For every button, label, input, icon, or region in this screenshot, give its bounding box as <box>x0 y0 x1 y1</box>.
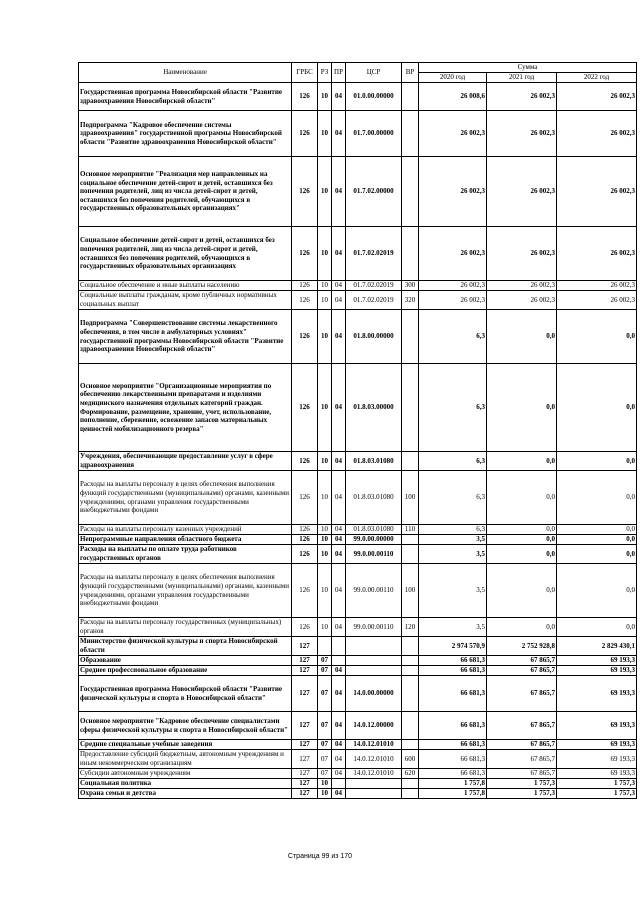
cell-v2021: 0,0 <box>487 535 557 545</box>
cell-csr: 99.0.00.00110 <box>346 564 402 618</box>
cell-v2021: 67 865,7 <box>487 750 557 769</box>
cell-v2021: 26 002,3 <box>487 157 557 227</box>
cell-v2022: 69 193,3 <box>557 676 637 712</box>
cell-name: Субсидии автономным учреждениям <box>79 769 292 779</box>
cell-name: Государственная программа Новосибирской области "Развитие здравоохранения Новосибирской области" <box>79 83 292 111</box>
cell-pr: 04 <box>332 535 346 545</box>
cell-rz: 07 <box>318 769 332 779</box>
cell-vr <box>402 545 419 564</box>
cell-pr: 04 <box>332 291 346 310</box>
cell-v2022: 0,0 <box>557 564 637 618</box>
cell-v2022: 0,0 <box>557 452 637 471</box>
cell-pr: 04 <box>332 545 346 564</box>
cell-csr: 01.7.02.02019 <box>346 281 402 291</box>
cell-grbs: 126 <box>292 535 318 545</box>
cell-v2020: 26 002,3 <box>419 291 487 310</box>
cell-csr: 14.0.12.01010 <box>346 740 402 750</box>
header-pr: ПР <box>332 63 346 83</box>
cell-grbs: 126 <box>292 364 318 452</box>
cell-v2021: 26 002,3 <box>487 281 557 291</box>
cell-v2021: 67 865,7 <box>487 712 557 740</box>
cell-pr: 04 <box>332 676 346 712</box>
cell-v2022: 69 193,3 <box>557 769 637 779</box>
cell-v2021: 0,0 <box>487 364 557 452</box>
cell-csr <box>346 656 402 666</box>
cell-v2020: 3,5 <box>419 545 487 564</box>
cell-v2021: 2 752 928,8 <box>487 637 557 656</box>
cell-v2020: 66 681,3 <box>419 750 487 769</box>
cell-rz: 10 <box>318 535 332 545</box>
table-body <box>79 83 637 799</box>
table-row <box>79 281 637 291</box>
budget-table <box>78 62 637 799</box>
cell-grbs: 126 <box>292 618 318 637</box>
cell-vr <box>402 656 419 666</box>
cell-v2020: 66 681,3 <box>419 740 487 750</box>
cell-v2022: 0,0 <box>557 535 637 545</box>
table-row <box>79 157 637 227</box>
table-row <box>79 111 637 157</box>
cell-grbs: 127 <box>292 779 318 789</box>
cell-name: Расходы на выплаты персоналу в целях обеспечения выполнения функций государственными (муниципальными) органами, казенными учреждениями, органами управления государственными внебюджетными фондами <box>79 471 292 525</box>
cell-grbs: 127 <box>292 740 318 750</box>
cell-v2020: 3,5 <box>419 564 487 618</box>
table-row <box>79 769 637 779</box>
cell-vr: 320 <box>402 291 419 310</box>
cell-v2022: 69 193,3 <box>557 712 637 740</box>
table-row <box>79 564 637 618</box>
cell-name: Социальное обеспечение детей-сирот и детей, оставшихся без попечения родителей, лиц из числа детей-сирот и детей, оставшихся без попечения родителей, обучающихся в государственных образовательных организациях <box>79 227 292 281</box>
table-row <box>79 364 637 452</box>
cell-grbs: 127 <box>292 637 318 656</box>
cell-name: Расходы на выплаты персоналу государственных (муниципальных) органов <box>79 618 292 637</box>
cell-v2022: 2 829 430,1 <box>557 637 637 656</box>
header-grbs: ГРБС <box>292 63 318 83</box>
table-row <box>79 789 637 799</box>
cell-pr <box>332 637 346 656</box>
cell-pr: 04 <box>332 666 346 676</box>
cell-pr: 04 <box>332 618 346 637</box>
cell-grbs: 126 <box>292 525 318 535</box>
table-row <box>79 535 637 545</box>
cell-v2022: 0,0 <box>557 618 637 637</box>
header-sum: Сумма <box>419 63 637 73</box>
cell-v2020: 66 681,3 <box>419 666 487 676</box>
cell-csr: 14.0.12.00000 <box>346 712 402 740</box>
cell-v2021: 0,0 <box>487 545 557 564</box>
header-csr: ЦСР <box>346 63 402 83</box>
cell-pr: 04 <box>332 157 346 227</box>
header-2020: 2020 год <box>419 73 487 83</box>
cell-vr <box>402 789 419 799</box>
cell-grbs: 126 <box>292 471 318 525</box>
cell-vr: 100 <box>402 564 419 618</box>
cell-csr: 01.8.03.00000 <box>346 364 402 452</box>
cell-v2022: 26 002,3 <box>557 111 637 157</box>
cell-v2022: 69 193,3 <box>557 740 637 750</box>
cell-pr: 04 <box>332 750 346 769</box>
table-row <box>79 637 637 656</box>
cell-csr: 01.8.03.01080 <box>346 452 402 471</box>
cell-rz: 10 <box>318 227 332 281</box>
cell-vr: 110 <box>402 525 419 535</box>
cell-csr <box>346 637 402 656</box>
cell-v2022: 1 757,3 <box>557 779 637 789</box>
cell-v2022: 1 757,3 <box>557 789 637 799</box>
cell-pr: 04 <box>332 310 346 364</box>
cell-pr: 04 <box>332 740 346 750</box>
cell-name: Непрограммные направления областного бюджета <box>79 535 292 545</box>
cell-vr: 300 <box>402 281 419 291</box>
cell-v2022: 0,0 <box>557 364 637 452</box>
cell-v2021: 26 002,3 <box>487 83 557 111</box>
cell-name: Основное мероприятие "Реализация мер направленных на социальное обеспечение детей-сирот и детей, оставшихся без попечения родителей, лиц из числа детей-сирот и детей, оставшихся без попечения родителей, обучающихся в государственных образовательных организациях" <box>79 157 292 227</box>
cell-rz: 07 <box>318 666 332 676</box>
cell-pr: 04 <box>332 712 346 740</box>
cell-grbs: 127 <box>292 769 318 779</box>
cell-pr: 04 <box>332 471 346 525</box>
cell-v2021: 0,0 <box>487 618 557 637</box>
cell-grbs: 126 <box>292 111 318 157</box>
cell-v2022: 69 193,3 <box>557 750 637 769</box>
table-row <box>79 676 637 712</box>
cell-v2021: 1 757,3 <box>487 789 557 799</box>
cell-name: Государственная программа Новосибирской области "Развитие физической культуры и спорта в Новосибирской области" <box>79 676 292 712</box>
cell-pr: 04 <box>332 525 346 535</box>
cell-pr: 04 <box>332 769 346 779</box>
cell-rz: 10 <box>318 310 332 364</box>
cell-grbs: 126 <box>292 227 318 281</box>
cell-rz: 10 <box>318 291 332 310</box>
cell-v2022: 0,0 <box>557 310 637 364</box>
cell-grbs: 126 <box>292 452 318 471</box>
cell-rz: 10 <box>318 789 332 799</box>
cell-rz: 10 <box>318 618 332 637</box>
cell-csr: 01.0.00.00000 <box>346 83 402 111</box>
cell-csr <box>346 666 402 676</box>
page-footer: Страница 99 из 170 <box>287 853 353 860</box>
cell-pr <box>332 779 346 789</box>
cell-csr: 01.7.00.00000 <box>346 111 402 157</box>
cell-v2020: 66 681,3 <box>419 656 487 666</box>
table-row <box>79 656 637 666</box>
cell-grbs: 126 <box>292 281 318 291</box>
cell-name: Социальная политика <box>79 779 292 789</box>
cell-vr <box>402 452 419 471</box>
table-row <box>79 779 637 789</box>
cell-v2020: 1 757,8 <box>419 789 487 799</box>
table-row <box>79 712 637 740</box>
cell-vr <box>402 535 419 545</box>
header-rz: РЗ <box>318 63 332 83</box>
cell-grbs: 126 <box>292 291 318 310</box>
cell-rz: 10 <box>318 564 332 618</box>
cell-grbs: 126 <box>292 157 318 227</box>
cell-rz: 07 <box>318 676 332 712</box>
cell-rz: 10 <box>318 525 332 535</box>
cell-v2021: 67 865,7 <box>487 676 557 712</box>
table-row <box>79 310 637 364</box>
cell-v2022: 26 002,3 <box>557 281 637 291</box>
cell-v2021: 67 865,7 <box>487 769 557 779</box>
cell-v2021: 67 865,7 <box>487 656 557 666</box>
cell-v2020: 2 974 570,9 <box>419 637 487 656</box>
table-row <box>79 83 637 111</box>
cell-csr: 14.0.12.01010 <box>346 769 402 779</box>
cell-v2020: 6,3 <box>419 310 487 364</box>
cell-name: Министерство физической культуры и спорта Новосибирской области <box>79 637 292 656</box>
cell-name: Средние специальные учебные заведения <box>79 740 292 750</box>
cell-csr <box>346 789 402 799</box>
cell-v2020: 6,3 <box>419 471 487 525</box>
cell-grbs: 126 <box>292 83 318 111</box>
cell-v2021: 26 002,3 <box>487 291 557 310</box>
cell-vr <box>402 111 419 157</box>
table-row <box>79 740 637 750</box>
cell-pr: 04 <box>332 227 346 281</box>
cell-grbs: 127 <box>292 666 318 676</box>
cell-v2020: 6,3 <box>419 364 487 452</box>
table-row <box>79 291 637 310</box>
cell-rz: 10 <box>318 157 332 227</box>
cell-v2021: 0,0 <box>487 525 557 535</box>
table-row <box>79 618 637 637</box>
cell-v2022: 0,0 <box>557 525 637 535</box>
cell-rz: 07 <box>318 712 332 740</box>
cell-name: Основное мероприятие "Организационные мероприятия по обеспечению лекарственными препаратами и изделиями медицинского назначения отдельных категорий граждан. Формирование, размещение, хранение, учет, использование, пополнение, сбережение, освежение запасов материальных ценностей мобилизационного резерва" <box>79 364 292 452</box>
cell-vr: 620 <box>402 769 419 779</box>
cell-vr <box>402 364 419 452</box>
table-row <box>79 545 637 564</box>
cell-grbs: 127 <box>292 750 318 769</box>
cell-grbs: 127 <box>292 712 318 740</box>
cell-v2020: 26 008,6 <box>419 83 487 111</box>
cell-rz: 07 <box>318 750 332 769</box>
cell-vr <box>402 666 419 676</box>
cell-v2021: 67 865,7 <box>487 666 557 676</box>
cell-name: Расходы на выплаты персоналу в целях обеспечения выполнения функций государственными (муниципальными) органами, казенными учреждениями, органами управления государственными внебюджетными фондами <box>79 564 292 618</box>
cell-csr: 14.0.00.00000 <box>346 676 402 712</box>
cell-v2020: 26 002,3 <box>419 111 487 157</box>
cell-v2021: 1 757,3 <box>487 779 557 789</box>
cell-pr: 04 <box>332 111 346 157</box>
cell-grbs: 126 <box>292 564 318 618</box>
cell-v2020: 3,5 <box>419 618 487 637</box>
cell-vr: 120 <box>402 618 419 637</box>
cell-vr <box>402 740 419 750</box>
cell-pr: 04 <box>332 452 346 471</box>
cell-rz: 10 <box>318 83 332 111</box>
cell-v2021: 26 002,3 <box>487 111 557 157</box>
table-row <box>79 227 637 281</box>
cell-name: Подпрограмма "Совершенствование системы лекарственного обеспечения, в том числе в амбулаторных условиях" государственной программы Новосибирской области "Развитие здравоохранения Новосибирской области" <box>79 310 292 364</box>
cell-name: Среднее профессиональное образование <box>79 666 292 676</box>
cell-rz: 07 <box>318 740 332 750</box>
cell-v2020: 26 002,3 <box>419 281 487 291</box>
cell-vr: 100 <box>402 471 419 525</box>
cell-v2020: 1 757,8 <box>419 779 487 789</box>
cell-v2021: 0,0 <box>487 564 557 618</box>
cell-grbs: 127 <box>292 789 318 799</box>
cell-v2021: 0,0 <box>487 452 557 471</box>
cell-v2020: 6,3 <box>419 525 487 535</box>
cell-v2022: 26 002,3 <box>557 83 637 111</box>
cell-csr: 99.0.00.00110 <box>346 618 402 637</box>
cell-v2022: 26 002,3 <box>557 157 637 227</box>
cell-rz: 10 <box>318 452 332 471</box>
header-vr: ВР <box>402 63 419 83</box>
cell-v2020: 3,5 <box>419 535 487 545</box>
cell-pr <box>332 656 346 666</box>
cell-csr <box>346 779 402 789</box>
cell-csr: 14.0.12.01010 <box>346 750 402 769</box>
cell-v2022: 26 002,3 <box>557 227 637 281</box>
cell-rz: 07 <box>318 656 332 666</box>
cell-rz: 10 <box>318 779 332 789</box>
cell-csr: 01.7.02.02019 <box>346 227 402 281</box>
cell-csr: 01.8.03.01080 <box>346 525 402 535</box>
cell-pr: 04 <box>332 789 346 799</box>
cell-grbs: 126 <box>292 310 318 364</box>
cell-pr: 04 <box>332 83 346 111</box>
cell-grbs: 126 <box>292 545 318 564</box>
cell-rz <box>318 637 332 656</box>
cell-grbs: 127 <box>292 676 318 712</box>
cell-vr <box>402 712 419 740</box>
cell-v2020: 66 681,3 <box>419 769 487 779</box>
cell-pr: 04 <box>332 364 346 452</box>
header-2021: 2021 год <box>487 73 557 83</box>
cell-name: Подпрограмма "Кадровое обеспечение системы здравоохранения" государственной программы Новосибирской области "Развитие здравоохранения Новосибирской области" <box>79 111 292 157</box>
table-row <box>79 452 637 471</box>
cell-name: Социальное обеспечение и иные выплаты населению <box>79 281 292 291</box>
cell-vr <box>402 779 419 789</box>
cell-pr: 04 <box>332 281 346 291</box>
table-row <box>79 525 637 535</box>
cell-vr <box>402 227 419 281</box>
header-name: Наименование <box>79 63 292 83</box>
cell-name: Расходы на выплаты по оплате труда работников государственных органов <box>79 545 292 564</box>
cell-vr <box>402 83 419 111</box>
cell-name: Основное мероприятие "Кадровое обеспечение специалистами сферы физической культуры и спорта в Новосибирской области" <box>79 712 292 740</box>
cell-v2022: 69 193,3 <box>557 656 637 666</box>
cell-v2020: 66 681,3 <box>419 712 487 740</box>
cell-vr <box>402 676 419 712</box>
table-row <box>79 750 637 769</box>
cell-v2021: 0,0 <box>487 471 557 525</box>
cell-v2022: 0,0 <box>557 471 637 525</box>
cell-rz: 10 <box>318 471 332 525</box>
cell-csr: 01.8.03.01080 <box>346 471 402 525</box>
cell-rz: 10 <box>318 545 332 564</box>
cell-name: Учреждения, обеспечивающие предоставление услуг в сфере здравоохранения <box>79 452 292 471</box>
cell-v2021: 0,0 <box>487 310 557 364</box>
cell-csr: 01.8.00.00000 <box>346 310 402 364</box>
cell-name: Расходы на выплаты персоналу казенных учреждений <box>79 525 292 535</box>
cell-pr: 04 <box>332 564 346 618</box>
cell-csr: 99.0.00.00000 <box>346 535 402 545</box>
cell-name: Предоставление субсидий бюджетным, автономным учреждениям и иным некоммерческим организациям <box>79 750 292 769</box>
cell-v2022: 69 193,3 <box>557 666 637 676</box>
cell-v2022: 0,0 <box>557 545 637 564</box>
cell-name: Образование <box>79 656 292 666</box>
cell-v2020: 66 681,3 <box>419 676 487 712</box>
cell-vr <box>402 157 419 227</box>
cell-rz: 10 <box>318 281 332 291</box>
cell-csr: 99.0.00.00110 <box>346 545 402 564</box>
cell-vr <box>402 637 419 656</box>
cell-name: Социальные выплаты гражданам, кроме публичных нормативных социальных выплат <box>79 291 292 310</box>
table-row <box>79 666 637 676</box>
cell-v2020: 26 002,3 <box>419 227 487 281</box>
table-row <box>79 471 637 525</box>
cell-vr <box>402 310 419 364</box>
cell-grbs: 127 <box>292 656 318 666</box>
cell-name: Охрана семьи и детства <box>79 789 292 799</box>
cell-vr: 600 <box>402 750 419 769</box>
cell-v2022: 26 002,3 <box>557 291 637 310</box>
cell-v2020: 26 002,3 <box>419 157 487 227</box>
cell-rz: 10 <box>318 364 332 452</box>
cell-v2021: 26 002,3 <box>487 227 557 281</box>
cell-rz: 10 <box>318 111 332 157</box>
header-2022: 2022 год <box>557 73 637 83</box>
cell-v2021: 67 865,7 <box>487 740 557 750</box>
cell-csr: 01.7.02.00000 <box>346 157 402 227</box>
cell-v2020: 6,3 <box>419 452 487 471</box>
cell-csr: 01.7.02.02019 <box>346 291 402 310</box>
